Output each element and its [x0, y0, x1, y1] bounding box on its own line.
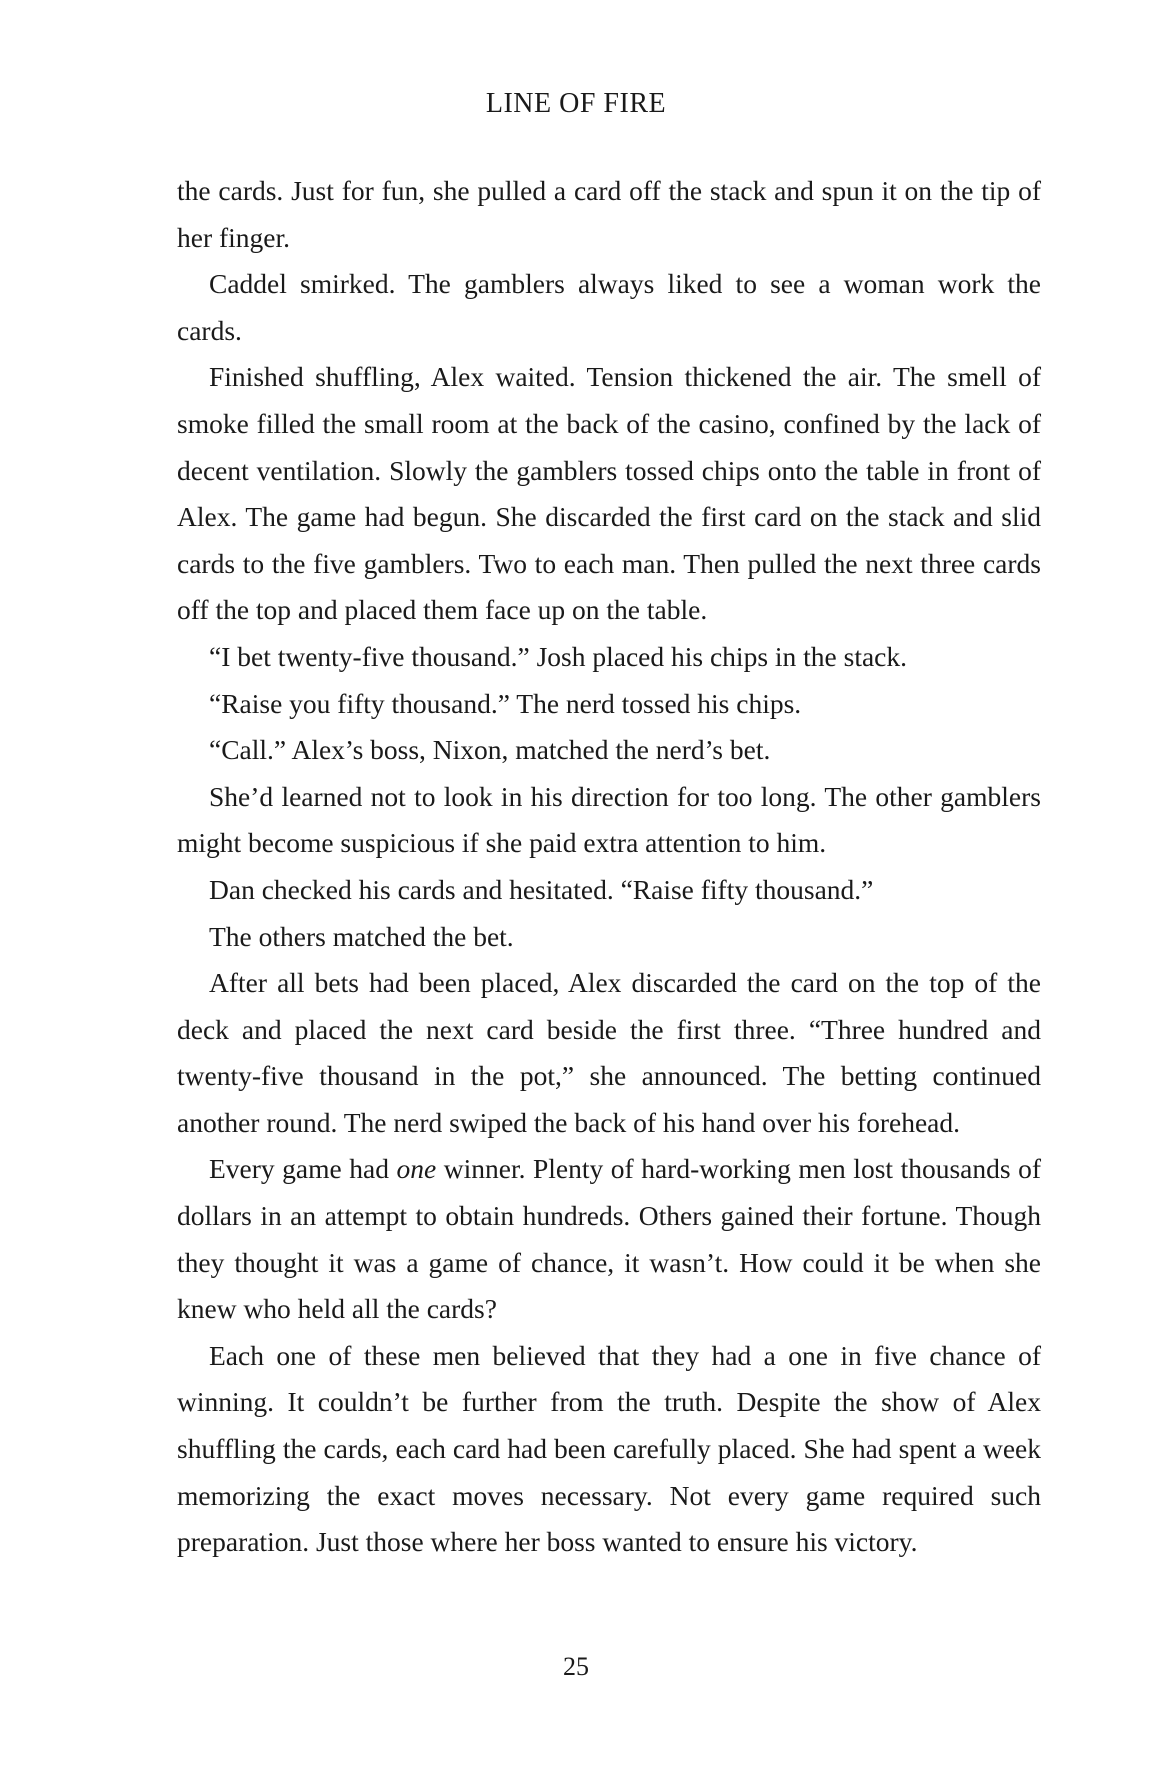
emphasis-one: one — [396, 1153, 437, 1185]
paragraph-10: After all bets had been placed, Alex discarded the card on the top of the deck and placed the next card beside the first three. “Three hundred and twenty-five thousand in the pot,” she announced. The betting continued another round. The nerd swiped the back of his hand over his forehead. — [177, 967, 1041, 1138]
paragraph-11-after: winner. Plenty of hard-working men lost thousands of dollars in an attempt to obtain hundreds. Others gained their fortune. Though they thought it was a game of chance, it wasn’t. How could it be when she knew who held all the cards? — [177, 1153, 1041, 1325]
paragraph-9: The others matched the bet. — [209, 920, 514, 952]
paragraph-3: Finished shuffling, Alex waited. Tension thickened the air. The smell of smoke filled the small room at the back of the casino, confined by the lack of decent ventilation. Slowly the gamblers tossed chips onto the table in front of Alex. The game had begun. She discarded the first card on the stack and slid cards to the five gamblers. Two to each man. Then pulled the next three cards off the top and placed them face up on the table. — [177, 361, 1041, 626]
running-head: LINE OF FIRE — [485, 88, 667, 119]
paragraph-8: Dan checked his cards and hesitated. “Raise fifty thousand.” — [209, 873, 874, 905]
paragraph-12: Each one of these men believed that they had a one in five chance of winning. It couldn’t be further from the truth. Despite the show of Alex shuffling the cards, each card had been carefully placed. She had spent a week memorizing the exact moves necessary. Not every game required such preparation. Just those where her boss wanted to ensure his victory. — [177, 1339, 1041, 1558]
paragraph-6: “Call.” Alex’s boss, Nixon, matched the nerd’s bet. — [209, 734, 771, 766]
paragraph-2: Caddel smirked. The gamblers always liked to see a woman work the cards. — [177, 268, 1041, 346]
paragraph-7: She’d learned not to look in his direction for too long. The other gamblers might become suspicious if she paid extra attention to him. — [177, 780, 1041, 859]
page-number: 25 — [563, 1652, 589, 1681]
paragraph-4: “I bet twenty-five thousand.” Josh placed his chips in the stack. — [209, 640, 908, 672]
paragraph-5: “Raise you fifty thousand.” The nerd tossed his chips. — [209, 687, 802, 719]
body-text — [177, 168, 1041, 1566]
paragraph-11-before: Every game had — [209, 1153, 397, 1185]
paragraph-11 — [177, 1146, 1041, 1332]
paragraph-1: the cards. Just for fun, she pulled a card off the stack and spun it on the tip of her finger. — [177, 175, 1041, 253]
